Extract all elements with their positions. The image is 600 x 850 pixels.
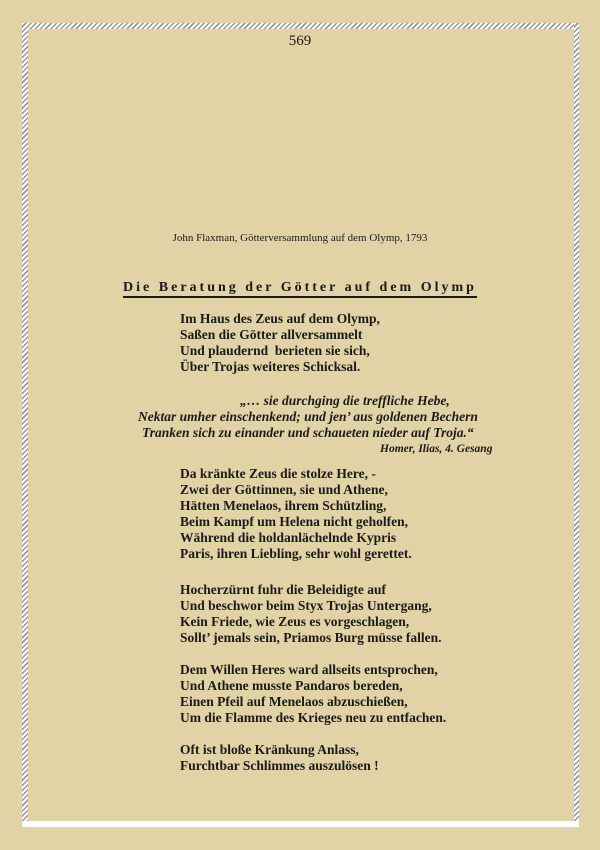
stanza-5	[180, 742, 379, 774]
poem-title-text: Die Beratung der Götter auf dem Olymp	[123, 280, 477, 298]
poem-title	[0, 278, 600, 296]
poem-line: Im Haus des Zeus auf dem Olymp,	[180, 311, 380, 326]
poem-line: Über Trojas weiteres Schicksal.	[180, 359, 361, 374]
poem-line: Und Athene musste Pandaros bereden,	[180, 678, 403, 693]
quote-line: „… sie durchging die treffliche Hebe,	[240, 393, 450, 408]
stanza-3	[180, 582, 441, 646]
stanza-1	[180, 311, 380, 375]
poem-line: Kein Friede, wie Zeus es vorgeschlagen,	[180, 614, 410, 629]
stanza-2	[180, 466, 412, 562]
poem-line: Und plaudernd berieten sie sich,	[180, 343, 370, 358]
poem-line: Oft ist bloße Kränkung Anlass,	[180, 742, 359, 757]
poem-line: Da kränkte Zeus die stolze Here, -	[180, 466, 376, 481]
illustration-area	[40, 55, 560, 227]
poem-line: Dem Willen Heres ward allseits entsprochen,	[180, 662, 438, 677]
poem-line: Furchtbar Schlimmes auszulösen !	[180, 758, 379, 773]
poem-line: Um die Flamme des Krieges neu zu entfachen.	[180, 710, 447, 725]
page-number: 569	[288, 33, 312, 49]
decorative-border-left	[22, 23, 28, 822]
poem-line: Paris, ihren Liebling, sehr wohl gerettet.	[180, 546, 412, 561]
poem-line: Einen Pfeil auf Menelaos abzuschießen,	[180, 694, 408, 709]
poem-line: Und beschwor beim Styx Trojas Untergang,	[180, 598, 432, 613]
homer-quote	[138, 393, 492, 457]
stanza-4	[180, 662, 446, 726]
quote-attribution: Homer, Ilias, 4. Gesang	[380, 443, 493, 455]
decorative-border-top	[22, 23, 579, 29]
illustration-caption: John Flaxman, Götterversammlung auf dem Olymp, 1793	[172, 232, 428, 244]
poem-line: Beim Kampf um Helena nicht geholfen,	[180, 514, 408, 529]
quote-line: Nektar umher einschenkend; und jen’ aus goldenen Bechern	[138, 409, 478, 424]
quote-line: Tranken sich zu einander und schaueten nieder auf Troja.“	[142, 425, 474, 440]
poem-line: Sollt’ jemals sein, Priamos Burg müsse fallen.	[180, 630, 442, 645]
decorative-border-right	[574, 23, 580, 822]
poem-line: Zwei der Göttinnen, sie und Athene,	[180, 482, 388, 497]
poem-line: Hätten Menelaos, ihrem Schützling,	[180, 498, 387, 513]
decorative-border-bottom	[22, 821, 579, 827]
poem-line: Saßen die Götter allversammelt	[180, 327, 363, 342]
poem-line: Während die holdanlächelnde Kypris	[180, 530, 397, 545]
poem-line: Hocherzürnt fuhr die Beleidigte auf	[180, 582, 386, 597]
